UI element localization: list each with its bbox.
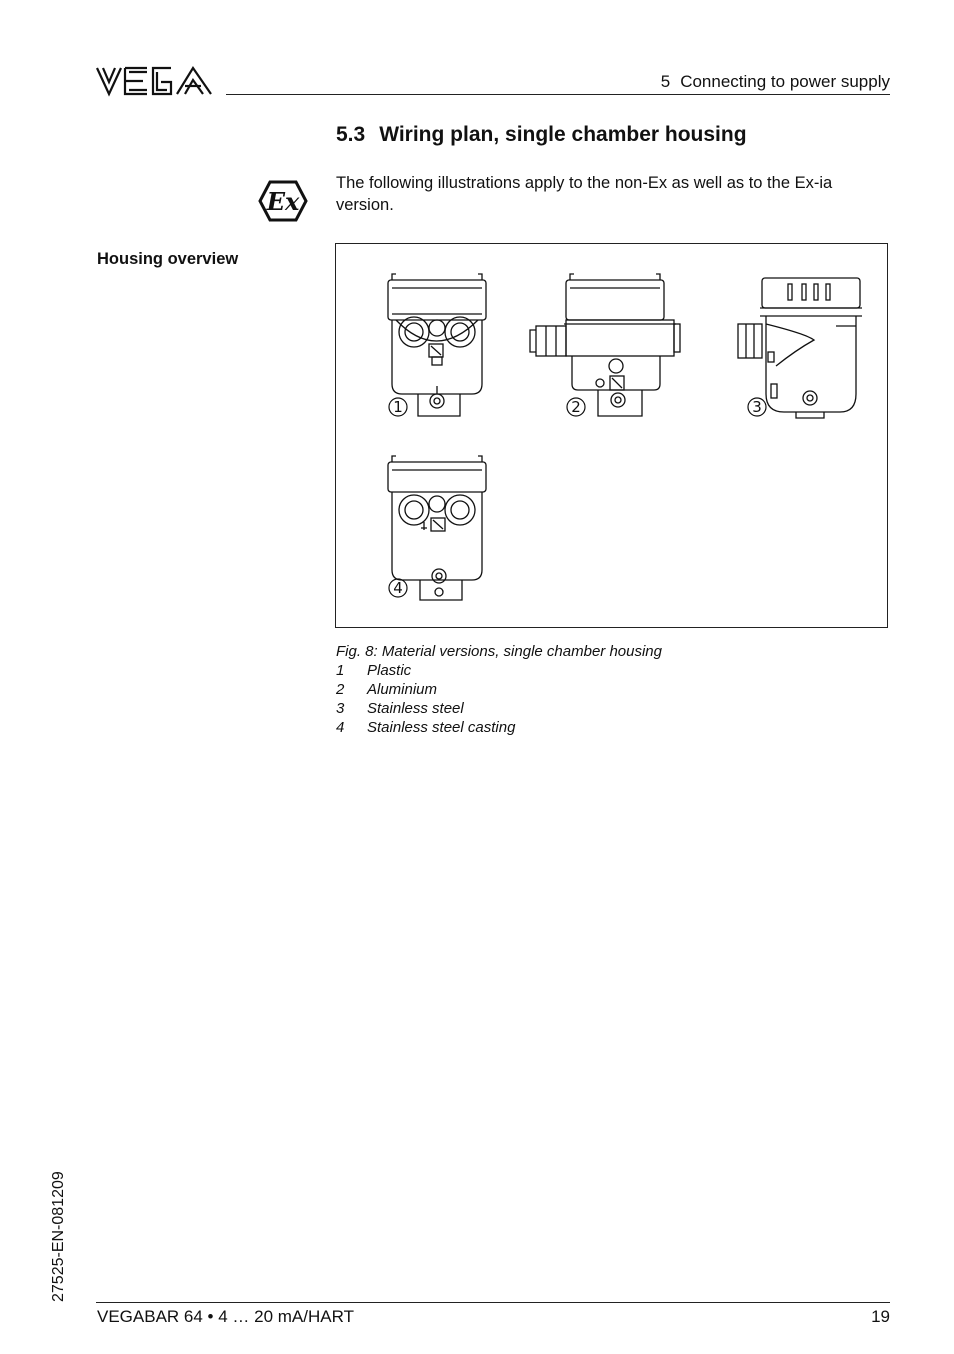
caption-item-number: 1 <box>336 662 345 679</box>
running-header <box>661 72 890 92</box>
caption-item-label: Plastic <box>367 662 412 679</box>
section-heading <box>336 123 747 147</box>
intro-paragraph: The following illustrations apply to the non-Ex as well as to the Ex-ia version. <box>336 174 833 214</box>
caption-item-number: 4 <box>336 719 345 736</box>
caption-item-number: 3 <box>336 700 345 717</box>
callout-2-label: 2 <box>571 398 581 416</box>
callout-2 <box>567 398 585 416</box>
callout-1 <box>389 398 407 416</box>
callout-4 <box>389 579 407 597</box>
housing-aluminium-drawing <box>530 274 680 416</box>
document-code: 27525-EN-081209 <box>50 1171 67 1302</box>
footer-product: VEGABAR 64 • 4 … 20 mA/HART <box>97 1307 354 1326</box>
caption-item-label: Aluminium <box>367 681 438 698</box>
callout-4-label: 4 <box>393 579 403 597</box>
caption-item <box>336 680 662 699</box>
figure-caption <box>336 642 662 737</box>
section-title: Wiring plan, single chamber housing <box>379 123 747 146</box>
chapter-title: Connecting to power supply <box>680 72 890 91</box>
housing-figure <box>335 243 888 628</box>
caption-item-label: Stainless steel <box>367 700 464 717</box>
vega-logo <box>95 62 215 100</box>
section-number: 5.3 <box>336 123 366 146</box>
caption-item <box>336 718 662 737</box>
ex-protection-icon <box>258 178 308 224</box>
svg-text:Ex: Ex <box>266 187 300 216</box>
housing-overview-label: Housing overview <box>97 250 239 268</box>
header-rule <box>226 94 890 95</box>
callout-3-label: 3 <box>752 398 762 416</box>
caption-item <box>336 661 662 680</box>
callout-1-label: 1 <box>393 398 403 416</box>
page-number: 19 <box>871 1307 890 1326</box>
chapter-number: 5 <box>660 72 671 91</box>
caption-item-label: Stainless steel casting <box>367 719 516 736</box>
housing-drawings <box>336 244 889 629</box>
caption-item-number: 2 <box>336 681 345 698</box>
footer-rule <box>96 1302 890 1303</box>
caption-title: Fig. 8: Material versions, single chamber housing <box>336 643 662 660</box>
caption-item <box>336 699 662 718</box>
housing-stainless-steel-drawing <box>738 278 862 418</box>
housing-plastic-drawing <box>388 274 486 416</box>
callout-3 <box>748 398 766 416</box>
